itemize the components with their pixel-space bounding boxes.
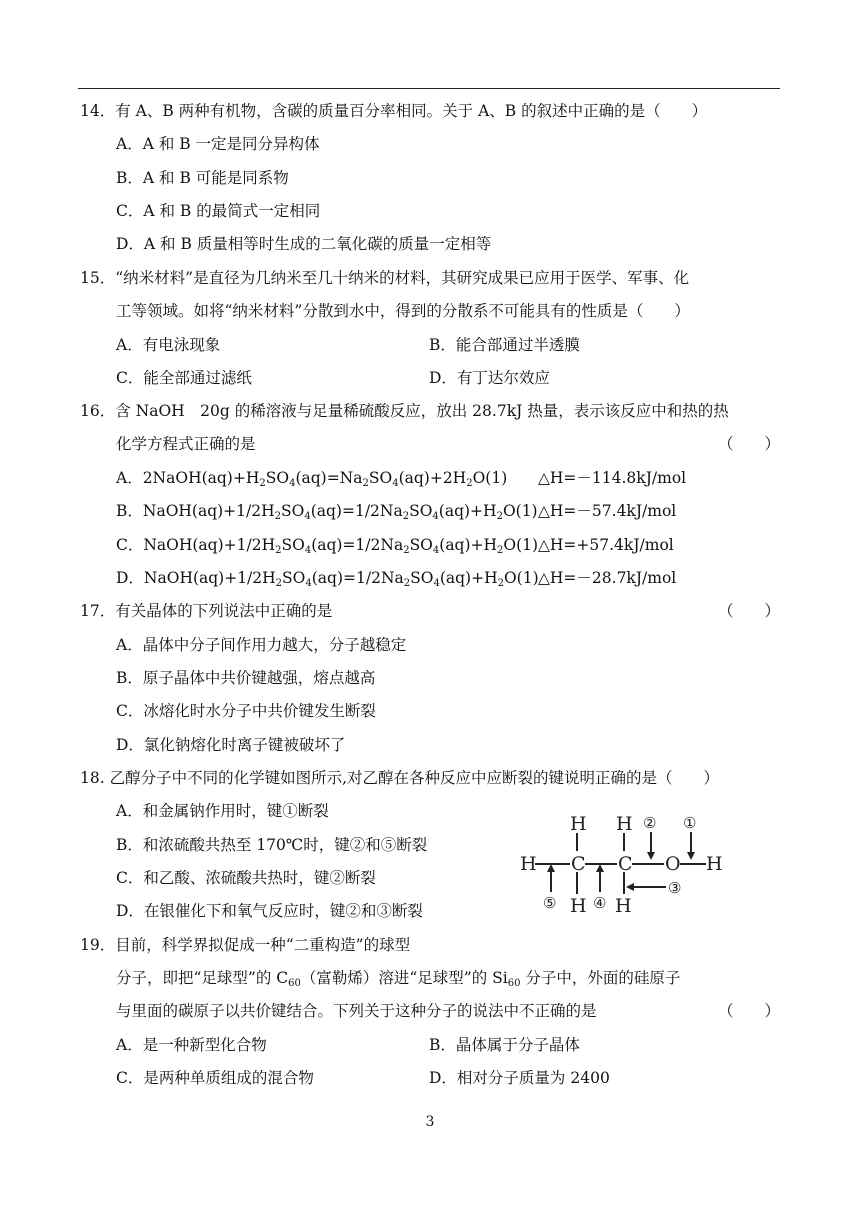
bond-label-4: ④ [593, 894, 607, 912]
q14-option-a: A．A 和 B 一定是同分异构体 [116, 135, 320, 153]
q17-option-c: C．冰熔化时水分子中共价键发生断裂 [116, 702, 376, 720]
q19-option-d: D．相对分子质量为 2400 [429, 1069, 610, 1087]
q15-stem-line1: 15．“纳米材料”是直径为几纳米至几十纳米的材料，其研究成果已应用于医学、军事、化 [80, 269, 690, 287]
q16-option-b-enthalpy: △H=－57.4kJ/mol [538, 502, 677, 520]
bond-label-2: ② [643, 814, 657, 832]
q16-stem-line1: 16．含 NaOH 20g 的稀溶液与足量稀硫酸反应，放出 28.7kJ 热量，表示该反应中和热的热 [80, 402, 729, 420]
atom-h-bottom-left: H [570, 895, 587, 917]
q15-option-d: D．有丁达尔效应 [429, 369, 550, 387]
q19-stem-line3: 与里面的碳原子以共价键结合。下列关于这种分子的说法中不正确的是 [116, 1002, 597, 1020]
ethanol-structure-diagram [516, 808, 726, 918]
atom-h-top-left: H [570, 813, 587, 835]
q19-stem-line2: 分子，即把“足球型”的 $C_{60}$（富勒烯）溶进“足球型”的 $Si_{60}$ 分子中，外面的硅原子 [116, 969, 681, 989]
q15-option-a: A．有电泳现象 [116, 336, 221, 354]
atom-h-left: H [520, 853, 537, 875]
q16-option-b: B．$NaOH(aq)+1/2H_2SO_4(aq)=1/2Na_2SO_4(aq)+H_2O(1)$ [116, 502, 538, 522]
bond-label-1: ① [683, 814, 697, 832]
bond-label-3: ③ [668, 879, 682, 897]
header-rule [78, 88, 780, 89]
q16-option-d-enthalpy: △H=－28.7kJ/mol [538, 569, 677, 587]
atom-h-bottom-right: H [615, 895, 632, 917]
q16-stem-line2: 化学方程式正确的是 [116, 435, 256, 453]
q14-option-c: C．A 和 B 的最简式一定相同 [116, 202, 321, 220]
atom-h-hydroxyl: H [706, 853, 723, 875]
q19-option-b: B．晶体属于分子晶体 [429, 1036, 580, 1054]
q18-stem: 18. 乙醇分子中不同的化学键如图所示,对乙醇在各种反应中应断裂的键说明正确的是（ ） [80, 769, 720, 787]
q16-answer-paren: （ ） [718, 435, 781, 453]
page-number: 3 [425, 1114, 435, 1130]
q19-stem-line1: 19．目前，科学界拟促成一种“二重构造”的球型 [80, 936, 411, 954]
q15-option-b: B．能合部通过半透膜 [429, 336, 580, 354]
q16-option-a-enthalpy: △H=－114.8kJ/mol [538, 469, 687, 487]
q18-option-d: D．在银催化下和氧气反应时，键②和③断裂 [116, 902, 423, 920]
atom-c2: C [618, 853, 633, 875]
q16-option-c-enthalpy: △H=+57.4kJ/mol [538, 536, 674, 554]
atom-o: O [665, 853, 681, 875]
q17-option-b: B．原子晶体中共价键越强，熔点越高 [116, 669, 376, 687]
q16-option-c: C．$NaOH(aq)+1/2H_2SO_4(aq)=1/2Na_2SO_4(aq)+H_2O(1)$ [116, 536, 539, 556]
q17-option-a: A．晶体中分子间作用力越大，分子越稳定 [116, 636, 407, 654]
q18-option-b: B．和浓硫酸共热至 170℃时，键②和⑤断裂 [116, 836, 428, 854]
q19-answer-paren: （ ） [718, 1002, 781, 1020]
q18-option-c: C．和乙酸、浓硫酸共热时，键②断裂 [116, 869, 376, 887]
bond-label-5: ⑤ [543, 894, 557, 912]
q16-option-a: A．$2NaOH(aq)+H_2SO_4(aq)=Na_2SO_4(aq)+2H_2O(1)$ [116, 469, 508, 489]
q17-option-d: D．氯化钠熔化时离子键被破坏了 [116, 736, 346, 754]
q19-option-c: C．是两种单质组成的混合物 [116, 1069, 314, 1087]
atom-h-top-right: H [616, 813, 633, 835]
q14-stem: 14．有 A、B 两种有机物，含碳的质量百分率相同。关于 A、B 的叙述中正确的是（ ） [80, 102, 708, 120]
q14-option-d: D．A 和 B 质量相等时生成的二氧化碳的质量一定相等 [116, 235, 492, 253]
q15-option-c: C．能全部通过滤纸 [116, 369, 252, 387]
atom-c1: C [571, 853, 586, 875]
q19-option-a: A．是一种新型化合物 [116, 1036, 267, 1054]
q17-stem: 17．有关晶体的下列说法中正确的是 [80, 602, 333, 620]
q15-stem-line2: 工等领域。如将“纳米材料”分散到水中，得到的分散系不可能具有的性质是（ ） [116, 302, 690, 320]
q16-option-d: D．$NaOH(aq)+1/2H_2SO_4(aq)=1/2Na_2SO_4(aq)+H_2O(1)$ [116, 569, 539, 589]
q14-option-b: B．A 和 B 可能是同系物 [116, 169, 289, 187]
q18-option-a: A．和金属钠作用时，键①断裂 [116, 802, 329, 820]
q17-answer-paren: （ ） [718, 602, 781, 620]
